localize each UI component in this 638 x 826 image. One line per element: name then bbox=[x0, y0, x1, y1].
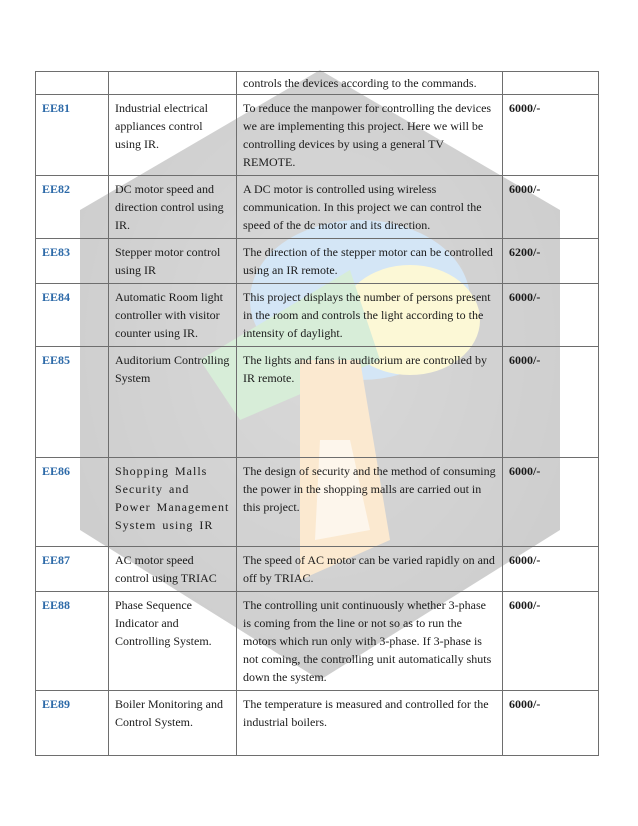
project-price: 6000/- bbox=[509, 697, 541, 711]
description-cell bbox=[237, 691, 503, 756]
code-cell bbox=[36, 176, 109, 239]
project-name: Auditorium Controlling System bbox=[115, 353, 230, 385]
project-price: 6000/- bbox=[509, 182, 541, 196]
project-code: EE83 bbox=[42, 245, 71, 259]
name-cell bbox=[109, 458, 237, 547]
project-code: EE89 bbox=[42, 697, 71, 711]
project-price: 6000/- bbox=[509, 553, 541, 567]
description-cell: controls the devices according to the commands. bbox=[237, 72, 503, 95]
price-cell bbox=[503, 176, 599, 239]
project-code: EE88 bbox=[42, 598, 71, 612]
project-description: This project displays the number of persons present in the room and controls the light according to the intensity of daylight. bbox=[243, 290, 491, 340]
price-cell bbox=[503, 239, 599, 284]
project-name: DC motor speed and direction control using IR. bbox=[115, 182, 224, 232]
projects-table bbox=[35, 71, 599, 756]
project-code: EE85 bbox=[42, 353, 71, 367]
project-price: 6000/- bbox=[509, 598, 541, 612]
price-cell bbox=[503, 592, 599, 691]
price-cell bbox=[503, 284, 599, 347]
code-cell bbox=[36, 95, 109, 176]
project-price: 6000/- bbox=[509, 290, 541, 304]
name-cell bbox=[109, 284, 237, 347]
project-description: The temperature is measured and controlled for the industrial boilers. bbox=[243, 697, 489, 729]
project-code: EE86 bbox=[42, 464, 71, 478]
description-cell bbox=[237, 547, 503, 592]
project-description: The controlling unit continuously whether 3-phase is coming from the line or not so as to run the motors which run only with 3-phase. If 3-phase is not coming, the controlling unit automatically shuts down the system. bbox=[243, 598, 492, 684]
table-row bbox=[36, 176, 599, 239]
project-description: To reduce the manpower for controlling the devices we are implementing this project. Here we will be controlling devices by using a general TV REMOTE. bbox=[243, 101, 492, 169]
description-cell bbox=[237, 95, 503, 176]
description-cell bbox=[237, 176, 503, 239]
price-cell bbox=[503, 95, 599, 176]
description-cell bbox=[237, 592, 503, 691]
table-row bbox=[36, 592, 599, 691]
code-cell bbox=[36, 347, 109, 458]
project-name: AC motor speed control using TRIAC bbox=[115, 553, 217, 585]
project-code: EE82 bbox=[42, 182, 71, 196]
name-cell bbox=[109, 95, 237, 176]
code-cell bbox=[36, 284, 109, 347]
code-cell bbox=[36, 592, 109, 691]
description-cell bbox=[237, 458, 503, 547]
table-row-continuation bbox=[36, 72, 599, 95]
description-cell bbox=[237, 239, 503, 284]
table-row bbox=[36, 347, 599, 458]
name-cell bbox=[109, 547, 237, 592]
project-name: Industrial electrical appliances control using IR. bbox=[115, 101, 208, 151]
table-row bbox=[36, 691, 599, 756]
name-cell bbox=[109, 347, 237, 458]
project-description: The lights and fans in auditorium are controlled by IR remote. bbox=[243, 353, 487, 385]
project-code: EE81 bbox=[42, 101, 71, 115]
price-cell bbox=[503, 691, 599, 756]
code-cell bbox=[36, 72, 109, 95]
code-cell bbox=[36, 458, 109, 547]
project-name: Phase Sequence Indicator and Controlling System. bbox=[115, 598, 212, 648]
project-code: EE84 bbox=[42, 290, 71, 304]
project-price: 6000/- bbox=[509, 101, 541, 115]
project-price: 6000/- bbox=[509, 464, 541, 478]
name-cell bbox=[109, 592, 237, 691]
project-description: A DC motor is controlled using wireless communication. In this project we can control the speed of the dc motor and its direction. bbox=[243, 182, 482, 232]
name-cell bbox=[109, 72, 237, 95]
project-description: The speed of AC motor can be varied rapidly on and off by TRIAC. bbox=[243, 553, 495, 585]
code-cell bbox=[36, 691, 109, 756]
project-description: The design of security and the method of consuming the power in the shopping malls are carried out in this project. bbox=[243, 464, 496, 514]
price-cell bbox=[503, 547, 599, 592]
project-name: Boiler Monitoring and Control System. bbox=[115, 697, 223, 729]
code-cell bbox=[36, 547, 109, 592]
description-cell bbox=[237, 284, 503, 347]
code-cell bbox=[36, 239, 109, 284]
project-description: The direction of the stepper motor can be controlled using an IR remote. bbox=[243, 245, 493, 277]
project-name: Stepper motor control using IR bbox=[115, 245, 221, 277]
project-code: EE87 bbox=[42, 553, 71, 567]
project-name: Automatic Room light controller with visitor counter using IR. bbox=[115, 290, 223, 340]
table-row bbox=[36, 284, 599, 347]
project-price: 6000/- bbox=[509, 353, 541, 367]
table-row bbox=[36, 458, 599, 547]
name-cell bbox=[109, 691, 237, 756]
project-price: 6200/- bbox=[509, 245, 541, 259]
price-cell bbox=[503, 347, 599, 458]
table-row bbox=[36, 547, 599, 592]
price-cell bbox=[503, 72, 599, 95]
description-cell bbox=[237, 347, 503, 458]
project-name: Shopping Malls Security and Power Management System using IR bbox=[115, 464, 230, 532]
table-row bbox=[36, 239, 599, 284]
name-cell bbox=[109, 239, 237, 284]
price-cell bbox=[503, 458, 599, 547]
table-row bbox=[36, 95, 599, 176]
name-cell bbox=[109, 176, 237, 239]
